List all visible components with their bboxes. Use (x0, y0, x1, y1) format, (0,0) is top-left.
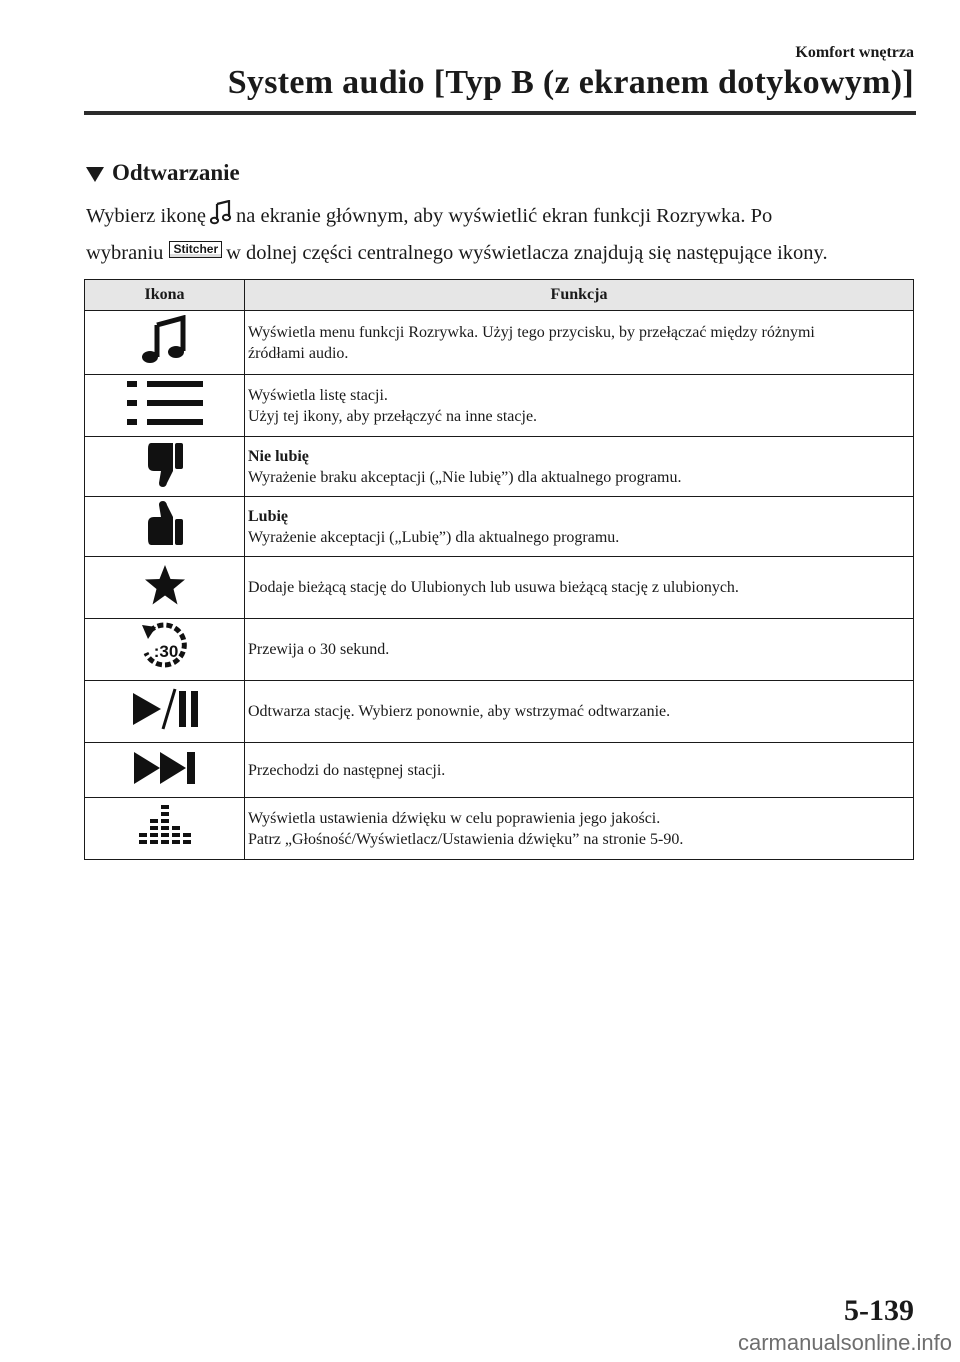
intro-text: na ekranie głównym, aby wyświetlić ekran funkcji Rozrywka. Po (236, 205, 773, 227)
table-row (85, 743, 914, 798)
stitcher-button-badge: Stitcher (169, 241, 222, 258)
table-row (85, 437, 914, 497)
description-title: Nie lubię (248, 447, 309, 465)
sound-settings-icon (137, 803, 193, 849)
description-line: Dodaje bieżącą stację do Ulubionych lub usuwa bieżącą stację z ulubionych. (248, 579, 739, 596)
function-cell (245, 375, 914, 437)
table-row (85, 798, 914, 860)
function-cell (245, 681, 914, 743)
description-line: Użyj tej ikony, aby przełączyć na inne stacje. (248, 407, 538, 425)
function-cell (245, 311, 914, 375)
icon-cell (85, 375, 245, 437)
icon-cell (85, 681, 245, 743)
description-title: Lubię (248, 507, 289, 525)
page-title: System audio [Typ B (z ekranem dotykowym)] (227, 64, 914, 101)
table-header-row (85, 280, 914, 311)
function-cell (245, 557, 914, 619)
function-cell (245, 497, 914, 557)
intro-text: w dolnej części centralnego wyświetlacza znajdują się następujące ikony. (226, 242, 828, 264)
play-pause-icon (129, 685, 201, 733)
icon-cell (85, 619, 245, 681)
description-line: Wyrażenie braku akceptacji („Nie lubię”) dla aktualnego programu. (248, 468, 682, 486)
icon-cell (85, 437, 245, 497)
icon-function-table (84, 279, 914, 860)
function-cell (245, 437, 914, 497)
icon-cell (85, 798, 245, 860)
rewind-30-label: :30 (153, 642, 178, 661)
watermark-link[interactable]: carmanualsonline.info (737, 1330, 952, 1355)
intro-text: Wybierz ikonę (86, 205, 207, 227)
description-line: Wyświetla ustawienia dźwięku w celu poprawienia jego jakości. (248, 809, 661, 827)
icon-cell (85, 557, 245, 619)
skip-next-icon (132, 749, 198, 787)
function-cell (245, 798, 914, 860)
section-heading-text: Odtwarzanie (112, 160, 240, 185)
description-line: Wyświetla menu funkcji Rozrywka. Użyj tego przycisku, by przełączać między różnymi (248, 323, 815, 341)
page-number: 5-139 (844, 1294, 914, 1327)
star-icon (143, 564, 187, 606)
description-line: Odtwarza stację. Wybierz ponownie, aby wstrzymać odtwarzanie. (248, 703, 671, 720)
table-row (85, 375, 914, 437)
section-heading (86, 160, 240, 186)
thumbs-up-icon (145, 499, 185, 549)
table-row (85, 619, 914, 681)
icon-cell (85, 311, 245, 375)
function-cell (245, 619, 914, 681)
icon-cell (85, 743, 245, 798)
music-note-icon (139, 315, 191, 365)
station-list-icon (125, 379, 205, 427)
rewind-30-icon (138, 621, 192, 673)
table-row (85, 557, 914, 619)
table-row (85, 497, 914, 557)
description-line: Wyrażenie akceptacji („Lubię”) dla aktualnego programu. (248, 528, 620, 546)
table-row (85, 311, 914, 375)
triangle-marker-icon (86, 167, 104, 182)
column-header-icon: Ikona (85, 280, 245, 311)
table-row (85, 681, 914, 743)
description-line: Przechodzi do następnej stacji. (248, 761, 446, 779)
header-category: Komfort wnętrza (795, 44, 914, 61)
icon-cell (85, 497, 245, 557)
thumbs-down-icon (145, 439, 185, 489)
intro-text: wybraniu (86, 242, 164, 264)
description-line: Patrz „Głośność/Wyświetlacz/Ustawienia dźwięku” na stronie 5-90. (248, 830, 684, 848)
music-note-inline-icon (210, 200, 232, 237)
description-line: Wyświetla listę stacji. (248, 386, 388, 404)
intro-paragraph (86, 200, 918, 270)
description-line: źródłami audio. (248, 344, 349, 362)
function-cell (245, 743, 914, 798)
column-header-function: Funkcja (245, 280, 914, 311)
header-divider (84, 111, 916, 115)
description-line: Przewija o 30 sekund. (248, 641, 390, 658)
